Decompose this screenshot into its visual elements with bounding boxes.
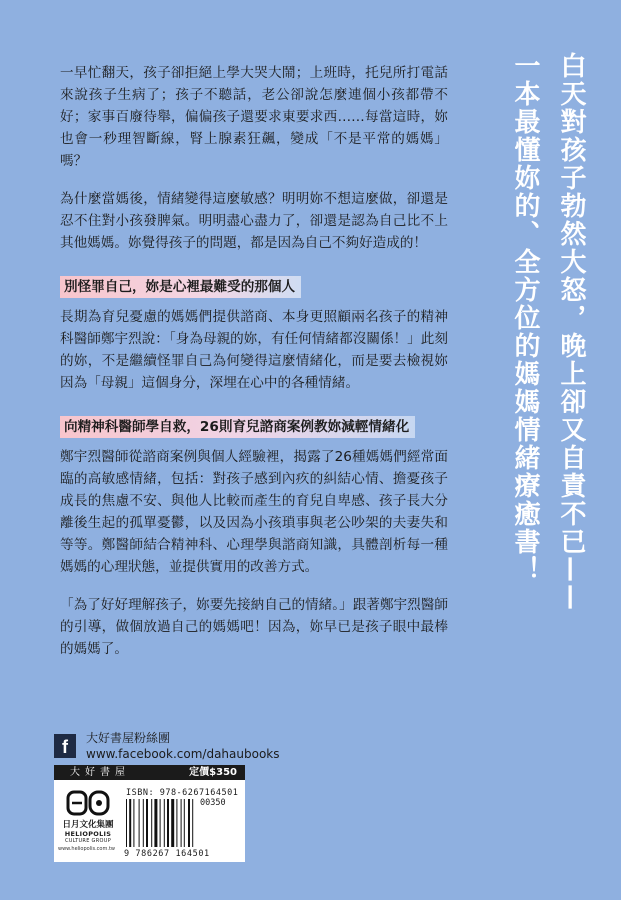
section-text-2: 鄭宇烈醫師從諮商案例與個人經驗裡，揭露了26種媽媽們經常面臨的高敏感情緒，包括：對孩子感到內疚的糾結心情、擔憂孩子成長的焦慮不安、與他人比較而產生的育兒自卑感、孩子長大分離後生起的孤單憂鬱，以及因為小孩瑣事與老公吵架的夫妻失和等等。鄭醫師結合精神科、心理學與諮商知識，具體剖析每一種媽媽的心理狀態，並提供實用的改善方式。: [60, 449, 448, 575]
closing-paragraph: 「為了好好理解孩子，妳要先接納自己的情緒。」跟著鄭宇烈醫師的引導，做個放過自己的媽媽吧！因為，妳早已是孩子眼中最棒的媽媽了。: [60, 597, 448, 657]
barcode-digits: 9 786267 164501: [124, 849, 210, 859]
barcode-icon: [126, 799, 196, 847]
facebook-page-name: 大好書屋粉絲團: [86, 731, 171, 745]
section-heading-1: 別怪罪自己，妳是心裡最難受的那個人: [60, 276, 301, 298]
logo-url: www.heliopolis.com.tw: [58, 846, 116, 852]
barcode-addon: 00350: [200, 798, 226, 808]
blurb-column: [60, 62, 448, 676]
publisher-bar: [54, 765, 245, 780]
facebook-text: [86, 730, 280, 762]
barcode-panel: [54, 780, 245, 862]
price-label: 定價$350: [189, 767, 237, 778]
vertical-tagline-1: 白天對孩子勃然大怒，晚上卻又自責不已——: [556, 52, 586, 612]
facebook-url[interactable]: www.facebook.com/dahaubooks: [86, 747, 280, 761]
section-heading-2: 向精神科醫師學自救，26則育兒諮商案例教妳減輕情緒化: [60, 416, 415, 438]
vertical-tagline-2: 一本最懂妳的、全方位的媽媽情緒療癒書！: [510, 52, 540, 584]
section-text-1: 長期為育兒憂慮的媽媽們提供諮商、本身更照顧兩名孩子的精神科醫師鄭宇烈說：「身為母親的妳，有任何情緒都沒關係！」此刻的妳，不是繼續怪罪自己為何變得這麼情緒化，而是要去檢視妳因為「母親」這個身分，深埋在心中的各種情緒。: [60, 309, 448, 391]
logo-cn-text: 日月文化集團: [62, 820, 114, 830]
logo-en-sub-text: CULTURE GROUP: [64, 838, 112, 844]
intro-paragraph-1: 一早忙翻天，孩子卻拒絕上學大哭大鬧；上班時，托兒所打電話來說孩子生病了；孩子不聽話，老公卻說怎麼連個小孩都帶不好；家事百廢待舉，偏偏孩子還要求東要求西……每當這時，妳也會一秒理智斷線，腎上腺素狂飆，變成「不是平常的媽媽」嗎？: [60, 65, 448, 169]
facebook-icon: f: [54, 734, 76, 758]
heliopolis-logo-icon: [66, 788, 110, 818]
logo-en-text: HELIOPOLIS: [64, 830, 112, 838]
isbn-text: ISBN: 978-6267164501: [126, 788, 239, 798]
publisher-name: 大好書屋: [70, 767, 130, 778]
intro-paragraph-2: 為什麼當媽後，情緒變得這麼敏感？明明妳不想這麼做，卻還是忍不住對小孩發脾氣。明明盡心盡力了，卻還是認為自己比不上其他媽媽。妳覺得孩子的問題，都是因為自己不夠好造成的！: [60, 191, 448, 251]
